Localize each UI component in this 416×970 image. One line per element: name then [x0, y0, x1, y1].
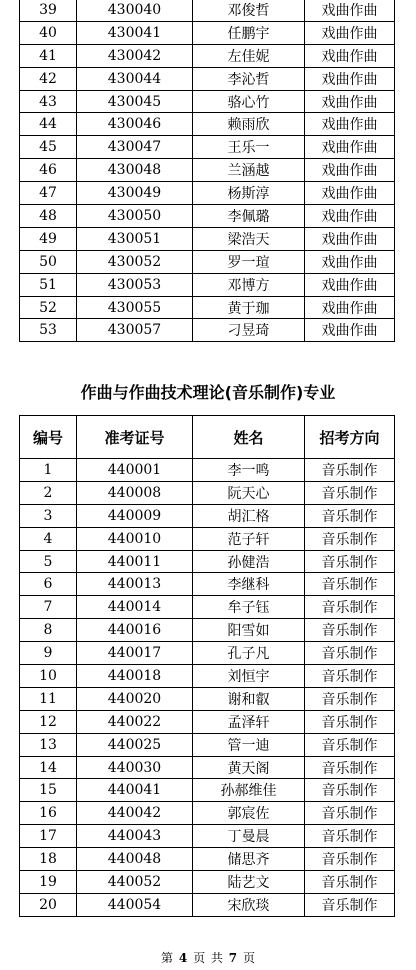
cell-number: 15	[20, 779, 77, 802]
cell-direction: 音乐制作	[305, 687, 395, 710]
cell-exam-id: 440025	[77, 733, 193, 756]
cell-exam-id: 430049	[77, 182, 193, 205]
cell-number: 45	[20, 136, 77, 159]
table-row	[20, 642, 395, 665]
table-row	[20, 802, 395, 825]
cell-number: 41	[20, 44, 77, 67]
cell-number: 51	[20, 273, 77, 296]
cell-number: 9	[20, 642, 77, 665]
cell-direction: 音乐制作	[305, 710, 395, 733]
cell-number: 53	[20, 319, 77, 342]
table-row	[20, 90, 395, 113]
table-row	[20, 182, 395, 205]
cell-name: 孟泽轩	[193, 710, 305, 733]
table-body	[20, 459, 395, 917]
cell-exam-id: 430055	[77, 296, 193, 319]
cell-direction: 音乐制作	[305, 779, 395, 802]
cell-direction: 戏曲作曲	[305, 0, 395, 21]
cell-direction: 戏曲作曲	[305, 205, 395, 228]
cell-number: 47	[20, 182, 77, 205]
cell-direction: 戏曲作曲	[305, 113, 395, 136]
header-exam-id: 准考证号	[77, 416, 193, 459]
cell-number: 52	[20, 296, 77, 319]
cell-direction: 音乐制作	[305, 802, 395, 825]
table-row	[20, 871, 395, 894]
table-row	[20, 21, 395, 44]
cell-number: 42	[20, 67, 77, 90]
header-direction: 招考方向	[305, 416, 395, 459]
cell-number: 8	[20, 619, 77, 642]
cell-exam-id: 440052	[77, 871, 193, 894]
table-row	[20, 527, 395, 550]
cell-name: 储思齐	[193, 848, 305, 871]
header-name: 姓名	[193, 416, 305, 459]
cell-number: 48	[20, 205, 77, 228]
cell-name: 管一迪	[193, 733, 305, 756]
cell-name: 罗一瑄	[193, 250, 305, 273]
cell-number: 17	[20, 825, 77, 848]
table-row	[20, 205, 395, 228]
cell-name: 黄天阁	[193, 756, 305, 779]
cell-exam-id: 440010	[77, 527, 193, 550]
section-title: 作曲与作曲技术理论(音乐制作)专业	[80, 383, 336, 402]
cell-exam-id: 430046	[77, 113, 193, 136]
cell-number: 14	[20, 756, 77, 779]
table-row	[20, 0, 395, 21]
footer-gong: 共	[210, 951, 223, 965]
cell-exam-id: 440048	[77, 848, 193, 871]
table-row	[20, 733, 395, 756]
cell-name: 刁昱琦	[193, 319, 305, 342]
cell-name: 阮天心	[193, 481, 305, 504]
table-row	[20, 459, 395, 482]
cell-name: 任鹏宇	[193, 21, 305, 44]
table-row	[20, 596, 395, 619]
table-row	[20, 756, 395, 779]
cell-name: 范子轩	[193, 527, 305, 550]
table-row	[20, 710, 395, 733]
cell-number: 43	[20, 90, 77, 113]
table-row	[20, 893, 395, 916]
cell-number: 3	[20, 504, 77, 527]
cell-direction: 音乐制作	[305, 550, 395, 573]
header-number: 编号	[20, 416, 77, 459]
cell-exam-id: 430051	[77, 227, 193, 250]
cell-number: 10	[20, 665, 77, 688]
table-row	[20, 136, 395, 159]
table-row	[20, 687, 395, 710]
table-row	[20, 504, 395, 527]
table-row	[20, 573, 395, 596]
cell-exam-id: 430042	[77, 44, 193, 67]
cell-number: 6	[20, 573, 77, 596]
cell-number: 7	[20, 596, 77, 619]
table-header-row	[20, 416, 395, 459]
cell-number: 20	[20, 893, 77, 916]
cell-exam-id: 440042	[77, 802, 193, 825]
cell-number: 11	[20, 687, 77, 710]
cell-name: 阳雪如	[193, 619, 305, 642]
cell-direction: 戏曲作曲	[305, 67, 395, 90]
cell-name: 胡汇格	[193, 504, 305, 527]
cell-name: 邓俊哲	[193, 0, 305, 21]
cell-direction: 戏曲作曲	[305, 273, 395, 296]
table-row	[20, 159, 395, 182]
cell-exam-id: 430041	[77, 21, 193, 44]
cell-direction: 戏曲作曲	[305, 90, 395, 113]
footer-total-pages: 7	[228, 951, 238, 965]
cell-exam-id: 440014	[77, 596, 193, 619]
candidate-table-music-production	[19, 415, 395, 917]
cell-number: 16	[20, 802, 77, 825]
cell-name: 王乐一	[193, 136, 305, 159]
cell-name: 李继科	[193, 573, 305, 596]
cell-direction: 音乐制作	[305, 619, 395, 642]
table-row	[20, 44, 395, 67]
cell-direction: 音乐制作	[305, 527, 395, 550]
cell-exam-id: 430057	[77, 319, 193, 342]
cell-name: 杨斯淳	[193, 182, 305, 205]
cell-number: 18	[20, 848, 77, 871]
footer-page-number: 4	[178, 951, 188, 965]
cell-exam-id: 440017	[77, 642, 193, 665]
cell-name: 孙郝维佳	[193, 779, 305, 802]
cell-exam-id: 430045	[77, 90, 193, 113]
cell-name: 左佳妮	[193, 44, 305, 67]
cell-direction: 音乐制作	[305, 459, 395, 482]
table-row	[20, 113, 395, 136]
table-row	[20, 779, 395, 802]
cell-exam-id: 430047	[77, 136, 193, 159]
cell-direction: 戏曲作曲	[305, 182, 395, 205]
cell-name: 骆心竹	[193, 90, 305, 113]
cell-name: 邓博方	[193, 273, 305, 296]
cell-direction: 戏曲作曲	[305, 159, 395, 182]
cell-direction: 音乐制作	[305, 893, 395, 916]
footer-di: 第	[161, 951, 174, 965]
cell-direction: 音乐制作	[305, 665, 395, 688]
cell-name: 李一鸣	[193, 459, 305, 482]
cell-number: 19	[20, 871, 77, 894]
cell-name: 刘恒宇	[193, 665, 305, 688]
footer-ye: 页	[242, 951, 255, 965]
cell-direction: 戏曲作曲	[305, 296, 395, 319]
cell-name: 牟子钰	[193, 596, 305, 619]
cell-name: 陆艺文	[193, 871, 305, 894]
cell-exam-id: 430040	[77, 0, 193, 21]
cell-direction: 音乐制作	[305, 756, 395, 779]
cell-exam-id: 430050	[77, 205, 193, 228]
cell-name: 赖雨欣	[193, 113, 305, 136]
cell-exam-id: 440041	[77, 779, 193, 802]
table-row	[20, 481, 395, 504]
cell-number: 5	[20, 550, 77, 573]
cell-number: 13	[20, 733, 77, 756]
table-row	[20, 296, 395, 319]
page-footer	[0, 949, 416, 966]
cell-name: 孙健浩	[193, 550, 305, 573]
table-row	[20, 848, 395, 871]
cell-name: 梁浩天	[193, 227, 305, 250]
cell-direction: 戏曲作曲	[305, 21, 395, 44]
cell-exam-id: 440054	[77, 893, 193, 916]
footer-ye: 页	[193, 951, 206, 965]
table-body	[20, 0, 395, 342]
table-row	[20, 825, 395, 848]
cell-direction: 戏曲作曲	[305, 250, 395, 273]
cell-name: 孔子凡	[193, 642, 305, 665]
cell-exam-id: 440011	[77, 550, 193, 573]
cell-direction: 音乐制作	[305, 504, 395, 527]
cell-direction: 音乐制作	[305, 871, 395, 894]
cell-exam-id: 440001	[77, 459, 193, 482]
cell-name: 李沁哲	[193, 67, 305, 90]
cell-exam-id: 440013	[77, 573, 193, 596]
cell-exam-id: 440016	[77, 619, 193, 642]
cell-exam-id: 430053	[77, 273, 193, 296]
cell-number: 12	[20, 710, 77, 733]
cell-number: 4	[20, 527, 77, 550]
table-row	[20, 250, 395, 273]
cell-name: 兰涵越	[193, 159, 305, 182]
table-row	[20, 273, 395, 296]
cell-direction: 音乐制作	[305, 825, 395, 848]
cell-exam-id: 430048	[77, 159, 193, 182]
cell-number: 44	[20, 113, 77, 136]
candidate-table-opera-composition	[19, 0, 395, 342]
cell-number: 50	[20, 250, 77, 273]
cell-exam-id: 440043	[77, 825, 193, 848]
cell-number: 2	[20, 481, 77, 504]
cell-direction: 戏曲作曲	[305, 227, 395, 250]
cell-name: 谢和叡	[193, 687, 305, 710]
cell-direction: 音乐制作	[305, 573, 395, 596]
cell-direction: 音乐制作	[305, 733, 395, 756]
cell-direction: 音乐制作	[305, 642, 395, 665]
cell-exam-id: 440018	[77, 665, 193, 688]
cell-direction: 戏曲作曲	[305, 136, 395, 159]
cell-number: 40	[20, 21, 77, 44]
cell-exam-id: 440022	[77, 710, 193, 733]
cell-name: 宋欣琰	[193, 893, 305, 916]
cell-number: 46	[20, 159, 77, 182]
table-row	[20, 619, 395, 642]
cell-exam-id: 440020	[77, 687, 193, 710]
cell-exam-id: 430044	[77, 67, 193, 90]
table-row	[20, 319, 395, 342]
cell-name: 郭宸佐	[193, 802, 305, 825]
cell-exam-id: 440009	[77, 504, 193, 527]
cell-direction: 戏曲作曲	[305, 44, 395, 67]
cell-exam-id: 440008	[77, 481, 193, 504]
cell-direction: 音乐制作	[305, 481, 395, 504]
cell-number: 39	[20, 0, 77, 21]
cell-name: 黄于珈	[193, 296, 305, 319]
table-row	[20, 227, 395, 250]
table-row	[20, 67, 395, 90]
cell-name: 李佩璐	[193, 205, 305, 228]
cell-exam-id: 430052	[77, 250, 193, 273]
cell-direction: 音乐制作	[305, 848, 395, 871]
cell-number: 49	[20, 227, 77, 250]
cell-direction: 戏曲作曲	[305, 319, 395, 342]
cell-direction: 音乐制作	[305, 596, 395, 619]
table-row	[20, 550, 395, 573]
cell-exam-id: 440030	[77, 756, 193, 779]
table-row	[20, 665, 395, 688]
cell-name: 丁曼晨	[193, 825, 305, 848]
cell-number: 1	[20, 459, 77, 482]
